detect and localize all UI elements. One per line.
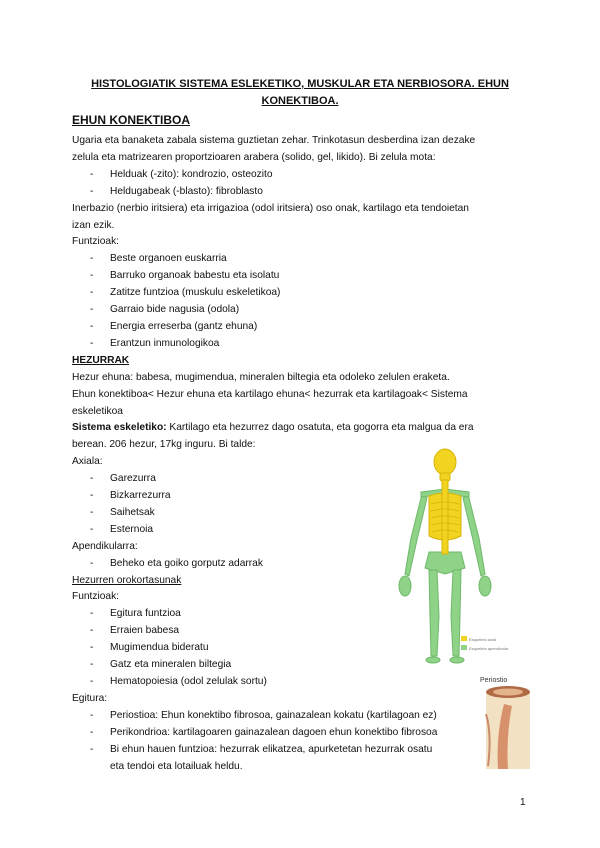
- list-item: - Barruko organoak babestu eta isolatu: [90, 270, 280, 282]
- list-item: - Erraien babesa: [90, 625, 180, 637]
- list-item-text: Energia erreserba (gantz ehuna): [110, 320, 258, 332]
- list-item-text: Erraien babesa: [110, 625, 180, 637]
- innervation-line: Inerbazio (nerbio iritsiera) eta irrigazioa (odol iritsiera) oso onak, kartilago eta tendoietan: [72, 202, 469, 214]
- sistema-text: Kartilago eta hezurrez dago osatuta, eta gogorra eta malgua da era: [166, 422, 474, 434]
- list-item-text: Helduak (-zito): kondrozio, osteozito: [110, 168, 273, 180]
- apendikularra-label: Apendikularra:: [72, 540, 138, 552]
- list-item: - Energia erreserba (gantz ehuna): [90, 320, 258, 332]
- page-number: 1: [520, 797, 526, 808]
- list-item-text: Garezurra: [110, 473, 156, 485]
- list-item-text: Mugimendua bideratu: [110, 642, 209, 654]
- list-item: - Beheko eta goiko gorputz adarrak: [90, 557, 263, 569]
- intro-line: Ugaria eta banaketa zabala sistema guztietan zehar. Trinkotasun desberdina izan dezake: [72, 135, 476, 146]
- list-item-continuation: [72, 759, 520, 776]
- bone-marrow: [493, 689, 523, 696]
- hezur-ehuna-line: Hezur ehuna: babesa, mugimendua, mineralen biltegia eta odoleko zelulen eraketa.: [72, 371, 450, 383]
- sistema-label: Sistema eskeletiko:: [72, 422, 167, 434]
- sistema-line: [72, 420, 520, 437]
- list-item: - Garraio bide nagusia (odola): [90, 304, 240, 316]
- list-item-text: Saihetsak: [110, 506, 155, 518]
- list-item-text: Garraio bide nagusia (odola): [110, 304, 240, 316]
- document-title: HISTOLOGIATIK SISTEMA ESLEKETIKO, MUSKULAR ETA NERBIOSORA. EHUN KONEKTIBOA.: [91, 78, 509, 107]
- list-item-text: Bizkarrezurra: [110, 490, 171, 502]
- list-item-text: Gatz eta mineralen biltegia: [110, 659, 232, 671]
- list-item-text: Egitura funtzioa: [110, 608, 181, 620]
- list-item-text: Zatitze funtzioa (muskulu eskeletikoa): [110, 287, 281, 299]
- list-item-text: Beste organoen euskarria: [110, 253, 227, 265]
- list-item: - Saihetsak: [90, 506, 155, 518]
- list-item: - Erantzun inmunologikoa: [90, 337, 220, 349]
- list-item: - Garezurra: [90, 473, 156, 485]
- orokortasunak-heading: Hezurren orokortasunak: [72, 574, 182, 586]
- axiala-label: Axiala:: [72, 456, 103, 468]
- list-item: - Egitura funtzioa: [90, 608, 181, 620]
- list-item-text: Beheko eta goiko gorputz adarrak: [110, 557, 263, 569]
- list-item: - Beste organoen euskarria: [90, 253, 227, 265]
- axial-skeleton: [429, 449, 461, 554]
- hierarchy-line: Ehun konektiboa< Hezur ehuna eta kartilago ehuna< hezurrak eta kartilagoak< Sistema: [72, 388, 468, 400]
- skeleton-illustration: [385, 446, 525, 668]
- list-item-text: Periostioa: Ehun konektibo fibrosoa, gainazalean kokatu (kartilagoan ez): [110, 709, 437, 721]
- periostio-caption: Periostio: [480, 677, 508, 684]
- list-item: - Mugimendua bideratu: [90, 642, 209, 654]
- list-item: - Heldugabeak (-blasto): fibroblasto: [90, 185, 263, 197]
- hezurrak-heading: HEZURRAK: [72, 354, 130, 366]
- list-item: - Esternoia: [90, 523, 154, 535]
- list-item: - Helduak (-zito): kondrozio, osteozito: [90, 168, 273, 180]
- list-item: - Perikondrioa: kartilagoaren gainazalean dagoen ehun konektibo fibrosoa: [90, 726, 438, 738]
- list-item-text: eta tendoi eta lotailuak heldu.: [110, 760, 243, 772]
- list-item: - Bizkarrezurra: [90, 490, 171, 502]
- list-item: - Gatz eta mineralen biltegia: [90, 659, 232, 671]
- functions2-label: Funtzioak:: [72, 591, 119, 603]
- legend-appendicular: Esqueleto apendicular: [469, 646, 509, 651]
- list-item: - Zatitze funtzioa (muskulu eskeletikoa): [90, 287, 281, 299]
- list-item-text: Heldugabeak (-blasto): fibroblasto: [110, 185, 263, 197]
- list-item-text: Erantzun inmunologikoa: [110, 337, 220, 349]
- section-heading: EHUN KONEKTIBOA: [72, 113, 191, 127]
- intro-line: zelula eta matrizearen proportzioaren arabera (solido, gel, likido). Bi zelula mota:: [72, 151, 436, 163]
- list-item-text: Hematopoiesia (odol zelulak sortu): [110, 676, 267, 687]
- list-item: - Periostioa: Ehun konektibo fibrosoa, gainazalean kokatu (kartilagoan ez): [90, 709, 437, 721]
- list-item: - Bi ehun hauen funtzioa: hezurrak elikatzea, apurketetan hezurrak osatu: [90, 743, 433, 755]
- functions-label: Funtzioak:: [72, 236, 119, 248]
- hierarchy-line: eskeletikoa: [72, 405, 123, 417]
- list-item-text: Barruko organoak babestu eta isolatu: [110, 270, 280, 282]
- list-item-text: Esternoia: [110, 523, 154, 535]
- legend-axial: Esqueleto axial: [469, 637, 497, 642]
- legend-swatch-axial: [461, 636, 467, 641]
- list-item-text: Perikondrioa: kartilagoaren gainazalean dagoen ehun konektibo fibrosoa: [110, 726, 438, 738]
- periosteum-illustration: [474, 674, 534, 774]
- list-item: - Hematopoiesia (odol zelulak sortu): [90, 676, 267, 687]
- innervation-line: izan ezik.: [72, 219, 115, 231]
- egitura-label: Egitura:: [72, 692, 108, 704]
- legend-swatch-appendicular: [461, 645, 467, 650]
- sistema-line: berean. 206 hezur, 17kg inguru. Bi talde:: [72, 439, 256, 451]
- list-item-text: Bi ehun hauen funtzioa: hezurrak elikatzea, apurketetan hezurrak osatu: [110, 743, 433, 755]
